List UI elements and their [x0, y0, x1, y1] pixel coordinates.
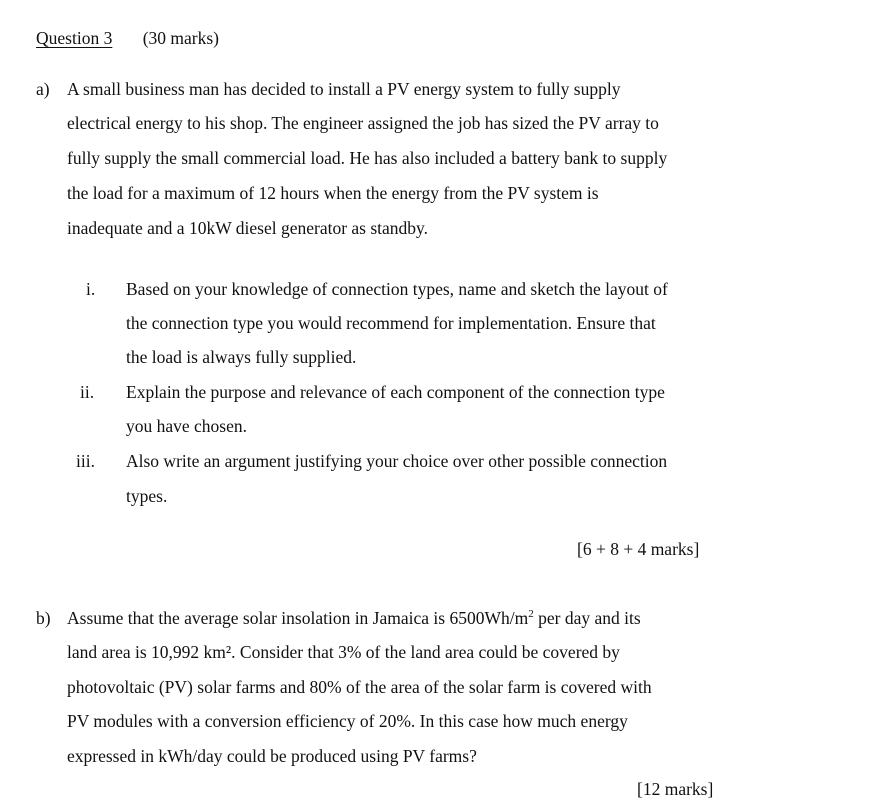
item-i-line-3: the load is always fully supplied.: [126, 347, 357, 367]
item-iii-numeral: iii.: [76, 451, 95, 471]
part-b-line-1: [67, 608, 641, 628]
part-a-line-4: the load for a maximum of 12 hours when the energy from the PV system is: [67, 183, 599, 203]
part-b-marks: [12 marks]: [637, 779, 714, 799]
item-i-line-1: Based on your knowledge of connection types, name and sketch the layout of: [126, 279, 668, 299]
question-heading: [36, 28, 219, 48]
part-a-label: a): [36, 79, 50, 99]
question-marks: (30 marks): [142, 28, 220, 48]
item-ii-numeral: ii.: [80, 382, 95, 402]
part-a-line-3: fully supply the small commercial load. He has also included a battery bank to supply: [67, 148, 668, 168]
part-a-line-5: inadequate and a 10kW diesel generator as standby.: [67, 218, 429, 238]
part-b-line-2: land area is 10,992 km². Consider that 3% of the land area could be covered by: [67, 642, 620, 662]
item-iii-line-1: Also write an argument justifying your choice over other possible connection: [126, 451, 668, 471]
part-b-line-5: expressed in kWh/day could be produced using PV farms?: [67, 746, 477, 766]
part-a-line-1: A small business man has decided to install a PV energy system to fully supply: [67, 79, 621, 99]
item-ii-line-2: you have chosen.: [126, 416, 248, 436]
part-b-line-1-tail: per day and its: [533, 608, 641, 628]
question-title: Question 3: [36, 28, 113, 48]
part-b-line-1-text: Assume that the average solar insolation in Jamaica is 6500Wh/m: [67, 608, 529, 628]
item-i-numeral: i.: [86, 279, 96, 299]
item-ii-line-1: Explain the purpose and relevance of each component of the connection type: [126, 382, 665, 402]
item-i-line-2: the connection type you would recommend for implementation. Ensure that: [126, 313, 656, 333]
part-b-line-3: photovoltaic (PV) solar farms and 80% of the area of the solar farm is covered with: [67, 677, 652, 697]
part-b-label: b): [36, 608, 51, 628]
part-b-line-4: PV modules with a conversion efficiency of 20%. In this case how much energy: [67, 711, 628, 731]
part-a-marks: [6 + 8 + 4 marks]: [577, 539, 700, 559]
part-a-line-2: electrical energy to his shop. The engineer assigned the job has sized the PV array to: [67, 113, 659, 133]
squared-superscript: 2: [528, 608, 534, 620]
item-iii-line-2: types.: [126, 486, 168, 506]
